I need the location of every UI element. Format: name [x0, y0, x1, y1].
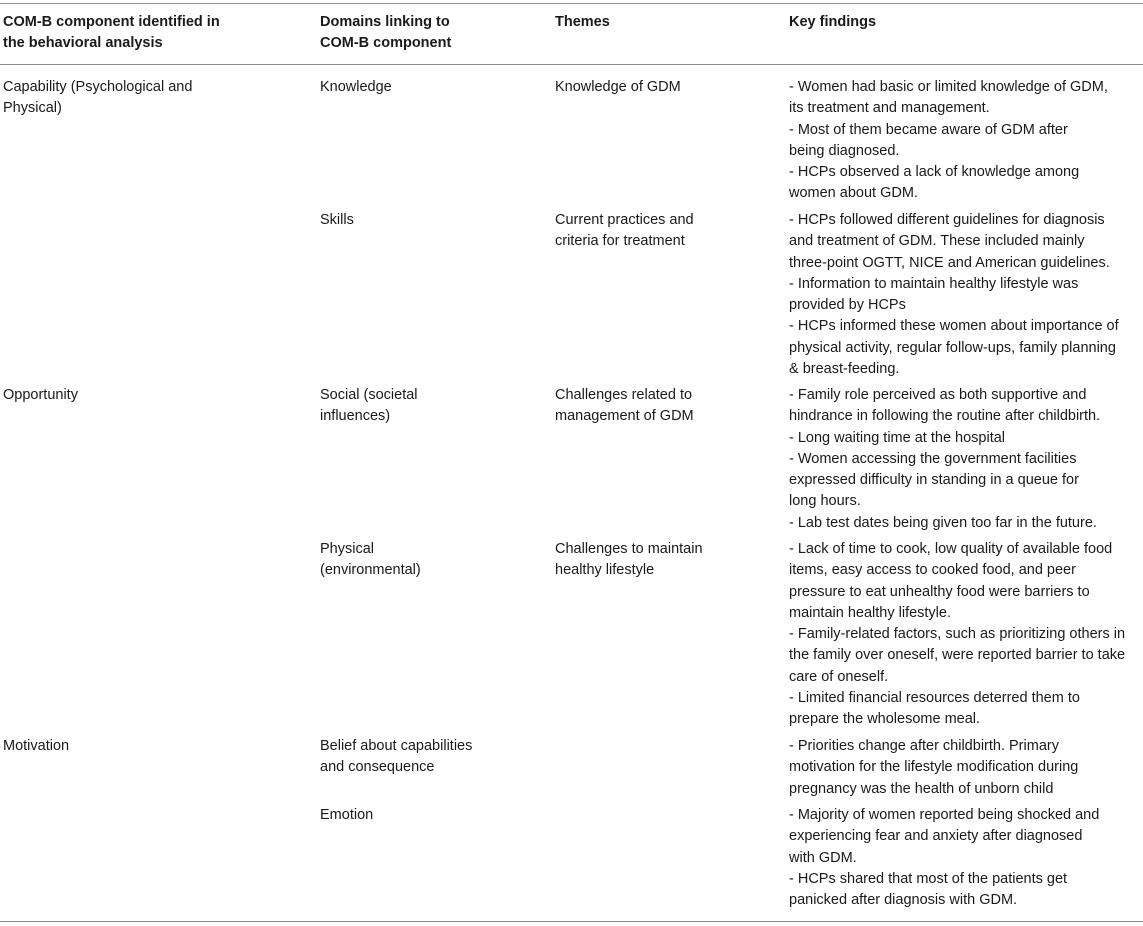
- row-findings: - Lack of time to cook, low quality of available food items, easy access to cooked food, and peer pressure to eat unhealthy food were barriers to maintain healthy lifestyle. - Family-related factors, such as prioritizing others in the family over oneself, were reported barrier to take care of oneself. - Limited financial resources deterred them to prepare the wholesome meal.: [789, 541, 1126, 728]
- header-rule: [0, 64, 1143, 65]
- row-findings: - HCPs followed different guidelines for diagnosis and treatment of GDM. These included mainly three-point OGTT, NICE and American guidelines. - Information to maintain healthy lifestyle was provided by HCPs - HCPs informed these women about importance of physical activity, regular follow-ups, family planning & breast-feeding.: [789, 212, 1119, 378]
- row-theme: Knowledge of GDM: [555, 79, 681, 95]
- row-domain: Skills: [320, 212, 354, 228]
- row-component: Opportunity: [3, 387, 78, 403]
- row-theme: Current practices and criteria for treatment: [555, 212, 694, 250]
- row-domain: Knowledge: [320, 79, 392, 95]
- header-domains: Domains linking to COM-B component: [320, 14, 452, 52]
- row-theme: Challenges to maintain healthy lifestyle: [555, 541, 703, 579]
- row-component: Motivation: [3, 738, 70, 754]
- row-domain: Social (societal influences): [320, 387, 418, 425]
- row-component: Capability (Psychological and Physical): [3, 79, 193, 117]
- row-findings: - Majority of women reported being shocked and experiencing fear and anxiety after diagnosed with GDM. - HCPs shared that most of the patients get panicked after diagnosis with GDM.: [789, 807, 1100, 909]
- row-findings: - Women had basic or limited knowledge of GDM, its treatment and management. - Most of them became aware of GDM after being diagnosed. - HCPs observed a lack of knowledge among women about GDM.: [789, 79, 1108, 202]
- row-domain: Physical (environmental): [320, 541, 421, 579]
- row-domain: Belief about capabilities and consequence: [320, 738, 473, 776]
- row-findings: - Priorities change after childbirth. Primary motivation for the lifestyle modification during pregnancy was the health of unborn child: [789, 738, 1079, 797]
- row-domain: Emotion: [320, 807, 374, 823]
- top-rule: [0, 3, 1143, 4]
- header-component: COM-B component identified in the behavioral analysis: [3, 14, 220, 52]
- header-key-findings: Key findings: [789, 14, 877, 30]
- row-theme: Challenges related to management of GDM: [555, 387, 694, 425]
- row-findings: - Family role perceived as both supportive and hindrance in following the routine after childbirth. - Long waiting time at the hospital - Women accessing the government facilities expressed difficulty in standing in a queue for long hours. - Lab test dates being given too far in the future.: [789, 387, 1101, 531]
- header-themes: Themes: [555, 14, 610, 30]
- bottom-rule: [0, 921, 1143, 922]
